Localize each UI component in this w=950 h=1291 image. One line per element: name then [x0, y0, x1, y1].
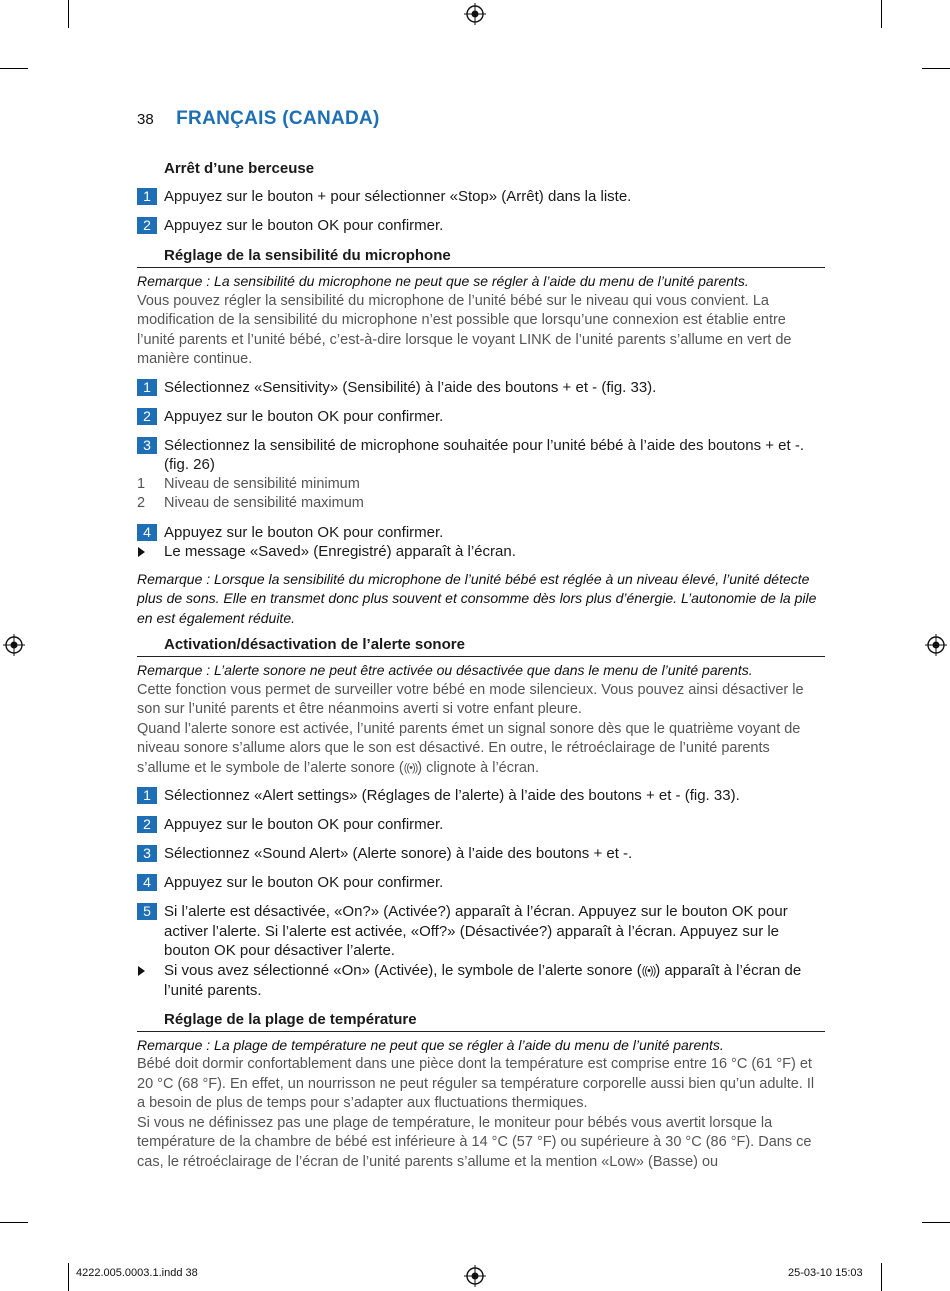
step-item: [137, 378, 825, 398]
step-text: Appuyez sur le bouton OK pour confirmer.: [164, 874, 444, 891]
note: Remarque : La sensibilité du microphone ne peut que se régler à l’aide du menu de l’unité parents.: [137, 273, 749, 289]
step-item: [137, 844, 825, 864]
step-text: Appuyez sur le bouton OK pour confirmer.: [164, 523, 444, 541]
step-text: Appuyez sur le bouton OK pour confirmer.: [164, 217, 444, 234]
paragraph-text: Quand l’alerte sonore est activée, l’unité parents émet un signal sonore dès que le quatrième voyant de niveau sonore s’allume alors que le son est désactivé. En outre, le rétroéclairage de l’unité parents s’allume et le symbole de l’alerte sonore (: [137, 720, 801, 776]
step-item: [137, 523, 825, 543]
paragraph-text: ) clignote à l’écran.: [417, 759, 539, 776]
step-text: Appuyez sur le bouton OK pour confirmer.: [164, 816, 444, 833]
bullet-text: Si vous avez sélectionné «On» (Activée), le symbole de l’alerte sonore (: [164, 961, 642, 979]
paragraph: [137, 720, 825, 779]
step-text: Sélectionnez «Sound Alert» (Alerte sonore) à l’aide des boutons + et -.: [164, 845, 633, 862]
step-number: 1: [137, 188, 157, 205]
crop-mark: [0, 1222, 28, 1223]
footer-file-info: 4222.005.0003.1.indd 38: [76, 1267, 198, 1279]
bullet-triangle-icon: [138, 966, 145, 976]
bullet-text: ) apparaît à l’écran de l’unité parents.: [164, 961, 802, 999]
step-number: 3: [137, 437, 157, 454]
registration-mark-icon: [464, 1265, 486, 1287]
result-bullet: [137, 961, 825, 1001]
step-number: 4: [137, 524, 157, 541]
section-heading: Arrêt d’une berceuse: [164, 160, 315, 177]
note: Remarque : La plage de température ne peut que se régler à l’aide du menu de l’unité parents.: [137, 1036, 724, 1053]
list-item: [137, 494, 825, 514]
list-item: [137, 475, 825, 495]
crop-mark: [922, 68, 950, 69]
section-heading: Réglage de la sensibilité du microphone: [137, 245, 825, 268]
note: Remarque : Lorsque la sensibilité du microphone de l’unité bébé est réglée à un niveau élevé, l’unité détecte plus de sons. Elle en transmet donc plus souvent et consomme dès lors plus d’énergie. L’autonomie de la pile en est également réduite.: [137, 570, 817, 626]
step-number: 1: [137, 379, 157, 396]
bullet-text: Le message «Saved» (Enregistré) apparaît à l’écran.: [164, 543, 516, 560]
section-heading: Activation/désactivation de l’alerte sonore: [137, 634, 825, 657]
step-item: [137, 902, 825, 961]
step-text: Sélectionnez «Alert settings» (Réglages de l’alerte) à l’aide des boutons + et - (fig. 33).: [164, 787, 740, 804]
list-number: 2: [137, 495, 146, 511]
step-number: 2: [137, 816, 157, 833]
page-title: FRANÇAIS (CANADA): [176, 108, 380, 129]
step-item: [137, 187, 825, 207]
step-item: [137, 873, 825, 893]
step-item: [137, 815, 825, 835]
paragraph: Si vous ne définissez pas une plage de température, le moniteur pour bébés vous avertit lorsque la température de la chambre de bébé est inférieure à 14 °C (57 °F) ou supérieure à 30 °C (86 °F). Dans ce cas, le rétroéclairage de l’écran de l’unité parents s’allume et la mention «Low» (Basse) ou: [137, 1114, 812, 1170]
step-number: 2: [137, 217, 157, 234]
list-text: Niveau de sensibilité maximum: [164, 495, 364, 511]
step-text: Si l’alerte est désactivée, «On?» (Activée?) apparaît à l’écran. Appuyez sur le bouton OK pour activer l’alerte. Si l’alerte est activée, «Off?» (Désactivée?) apparaît à l’écran. Appuyez sur le bouton OK pour désactiver l’alerte.: [164, 903, 788, 959]
sound-alert-icon: ((•)): [641, 964, 656, 977]
paragraph: Vous pouvez régler la sensibilité du microphone de l’unité bébé sur le niveau qui vous convient. La modification de la sensibilité du microphone n’est possible que lorsqu’une connexion est établie entre l’unité parents et l’unité bébé, c’est-à-dire lorsque le voyant LINK de l’unité parents s’allume en vert de manière continue.: [137, 292, 792, 367]
step-item: [137, 786, 825, 806]
page-header: [137, 108, 380, 130]
crop-mark: [0, 68, 28, 69]
crop-mark: [68, 0, 69, 28]
registration-mark-icon: [464, 3, 486, 25]
step-number: 3: [137, 845, 157, 862]
page-content: [137, 158, 825, 1172]
step-item: [137, 216, 825, 236]
step-item: [137, 407, 825, 427]
note: Remarque : L’alerte sonore ne peut être activée ou désactivée que dans le menu de l’unité parents.: [137, 662, 753, 678]
registration-mark-icon: [3, 634, 25, 656]
bullet-triangle-icon: [138, 547, 145, 557]
page-number: 38: [137, 111, 154, 128]
crop-mark: [922, 1222, 950, 1223]
sound-alert-icon: ((•)): [403, 761, 418, 774]
result-bullet: [137, 542, 825, 562]
step-text: Sélectionnez «Sensitivity» (Sensibilité) à l’aide des boutons + et - (fig. 33).: [164, 378, 657, 396]
step-text: Appuyez sur le bouton OK pour confirmer.: [164, 407, 444, 425]
registration-mark-icon: [925, 634, 947, 656]
step-number: 5: [137, 903, 157, 920]
step-text: Appuyez sur le bouton + pour sélectionner «Stop» (Arrêt) dans la liste.: [164, 188, 632, 205]
step-number: 4: [137, 874, 157, 891]
step-item: [137, 436, 825, 475]
step-number: 2: [137, 408, 157, 425]
crop-mark: [881, 1263, 882, 1291]
step-number: 1: [137, 787, 157, 804]
crop-mark: [881, 0, 882, 28]
crop-mark: [68, 1263, 69, 1291]
paragraph: Bébé doit dormir confortablement dans une pièce dont la température est comprise entre 16 °C (61 °F) et 20 °C (68 °F). En effet, un nourrisson ne peut réguler sa température corporelle aussi bien qu’un adulte. Il a besoin de plus de temps pour s’adapter aux fluctuations thermiques.: [137, 1056, 815, 1111]
section-heading: Réglage de la plage de température: [137, 1009, 825, 1032]
step-text: Sélectionnez la sensibilité de microphone souhaitée pour l’unité bébé à l’aide des boutons + et -. (fig. 26): [164, 436, 805, 473]
list-text: Niveau de sensibilité minimum: [164, 475, 360, 492]
footer-date: 25-03-10 15:03: [788, 1267, 863, 1279]
paragraph: Cette fonction vous permet de surveiller votre bébé en mode silencieux. Vous pouvez ainsi désactiver le son sur l’unité parents et être néanmoins averti si votre enfant pleure.: [137, 681, 804, 717]
list-number: 1: [137, 475, 146, 492]
